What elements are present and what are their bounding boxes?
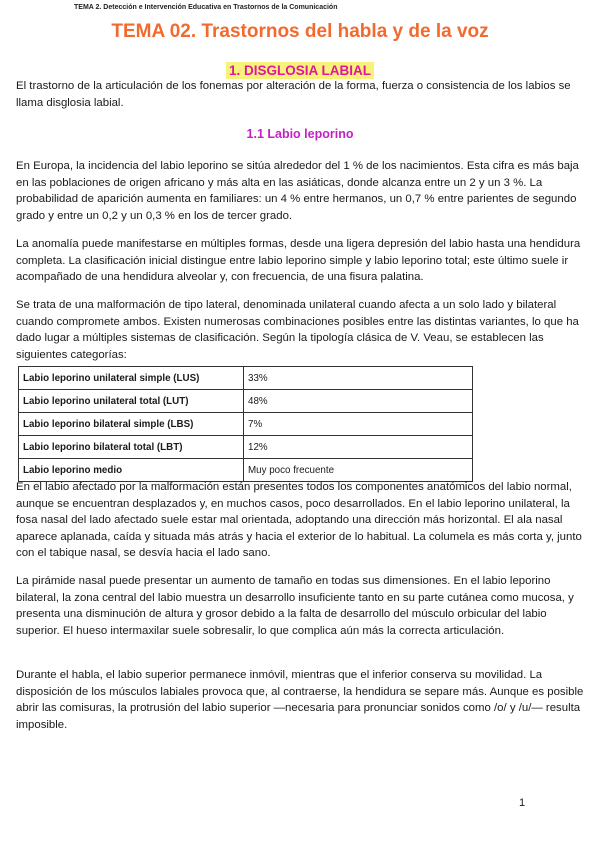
page-number: 1 [519, 797, 526, 809]
paragraph-nasal-pyramid: La pirámide nasal puede presentar un aumento de tamaño en todas sus dimensiones. En el labio leporino bilateral, la zona central del labio muestra un desarrollo insuficiente tanto en su parte cutánea como mucosa, y presenta una disminución de altura y grosor debido a la falta de desarrollo del músculo orbicular del labio superior. El hueso intermaxilar suele sobresalir, lo que complica aún más la correcta articulación. [16, 575, 574, 637]
document-title: TEMA 02. Trastornos del habla y de la voz [111, 21, 489, 42]
category-cell: Labio leporino unilateral total (LUT) [19, 390, 244, 413]
category-cell: Labio leporino unilateral simple (LUS) [19, 367, 244, 390]
table-row [19, 436, 473, 459]
table-row [19, 413, 473, 436]
running-header: TEMA 2. Detección e Intervención Educativa en Trastornos de la Comunicación [74, 4, 338, 11]
intro-paragraph: El trastorno de la articulación de los fonemas por alteración de la forma, fuerza o consistencia de los labios se llama disglosia labial. [16, 80, 571, 109]
categories-table [18, 366, 473, 482]
paragraph-classification: Se trata de una malformación de tipo lateral, denominada unilateral cuando afecta a un solo lado y bilateral cuando compromete ambos. Existen numerosas combinaciones posibles entre las distintas variantes, lo que ha dado lugar a múltiples sistemas de clasificación. Según la tipología clásica de V. Veau, se establecen las siguientes categorías: [16, 299, 579, 361]
table-row [19, 390, 473, 413]
subsection-heading: 1.1 Labio leporino [246, 127, 354, 141]
paragraph-speech: Durante el habla, el labio superior permanece inmóvil, mientras que el inferior conserva su movilidad. La disposición de los músculos labiales provoca que, al contraerse, la hendidura se separe más. Aunque es posible abrir las comisuras, la protrusión del labio superior —necesaria para pronunciar sonidos como /o/ y /u/— resulta imposible. [16, 669, 584, 731]
section-heading-text: 1. DISGLOSIA LABIAL [226, 62, 374, 79]
frequency-cell: 48% [244, 390, 473, 413]
frequency-cell: Muy poco frecuente [244, 459, 473, 482]
category-cell: Labio leporino medio [19, 459, 244, 482]
category-cell: Labio leporino bilateral total (LBT) [19, 436, 244, 459]
paragraph-forms: La anomalía puede manifestarse en múltiples formas, desde una ligera depresión del labio hasta una hendidura completa. La clasificación inicial distingue entre labio leporino simple y labio leporino total; este último suele ir acompañado de una hendidura alveolar y, con frecuencia, de una fisura palatina. [16, 238, 581, 283]
frequency-cell: 33% [244, 367, 473, 390]
paragraph-incidence: En Europa, la incidencia del labio leporino se sitúa alrededor del 1 % de los nacimientos. Esta cifra es más baja en las poblaciones de origen africano y más alta en las asiáticas, donde alcanza entre un 2 y un 3 %. La probabilidad de aparición aumenta en familiares: un 4 % entre hermanos, un 0,7 % entre parientes de segundo grado y entre un 0,2 y un 0,3 % en los de tercer grado. [16, 160, 579, 222]
category-cell: Labio leporino bilateral simple (LBS) [19, 413, 244, 436]
table-row [19, 367, 473, 390]
paragraph-anatomy: En el labio afectado por la malformación están presentes todos los componentes anatómicos del labio normal, aunque se encuentran desplazados y, en muchos casos, poco desarrollados. En el labio leporino unilateral, la fosa nasal del lado afectado suele estar mal orientada, adoptando una dirección más horizontal. El ala nasal aparece aplanada, caída y situada más atrás y hacia el exterior de lo habitual. La columela es más corta y, junto con el tabique nasal, se desvía hacia el lado sano. [16, 481, 582, 559]
frequency-cell: 7% [244, 413, 473, 436]
frequency-cell: 12% [244, 436, 473, 459]
